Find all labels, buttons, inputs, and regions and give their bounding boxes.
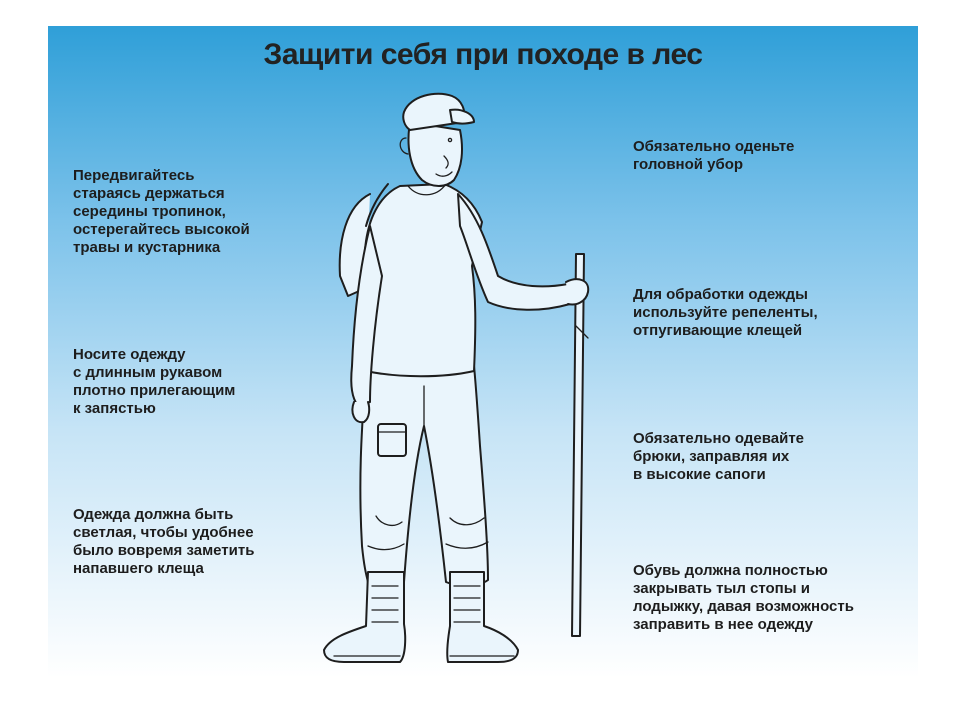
left-hand [352, 402, 369, 422]
head-icon [400, 122, 462, 186]
walking-stick-icon [572, 254, 588, 636]
left-boot-icon [324, 572, 405, 662]
poster [48, 26, 918, 678]
right-hand [566, 279, 588, 304]
tip-right-repellent: Для обработки одежды используйте репеленты, отпугивающие клещей [633, 286, 818, 339]
tip-right-headwear: Обязательно оденьте головной убор [633, 138, 795, 173]
right-boot-icon [447, 572, 518, 662]
tip-left-paths: Передвигайтесь стараясь держаться середины тропинок, остерегайтесь высокой травы и кустарника [73, 167, 250, 256]
tip-left-light-clothes: Одежда должна быть светлая, чтобы удобнее было вовремя заметить напавшего клеща [73, 506, 255, 577]
hiker-illustration [48, 26, 918, 678]
cap-icon [403, 94, 474, 130]
page-title: Защити себя при походе в лес [263, 38, 703, 71]
tip-left-sleeves: Носите одежду с длинным рукавом плотно прилегающим к запястью [73, 346, 236, 417]
tip-right-footwear: Обувь должна полностью закрывать тыл стопы и лодыжку, давая возможность заправить в нее одежду [633, 562, 854, 633]
trousers-icon [360, 366, 488, 586]
tip-right-trousers: Обязательно одевайте брюки, заправляя их в высокие сапоги [633, 430, 805, 483]
belt-pouch-icon [378, 424, 406, 456]
